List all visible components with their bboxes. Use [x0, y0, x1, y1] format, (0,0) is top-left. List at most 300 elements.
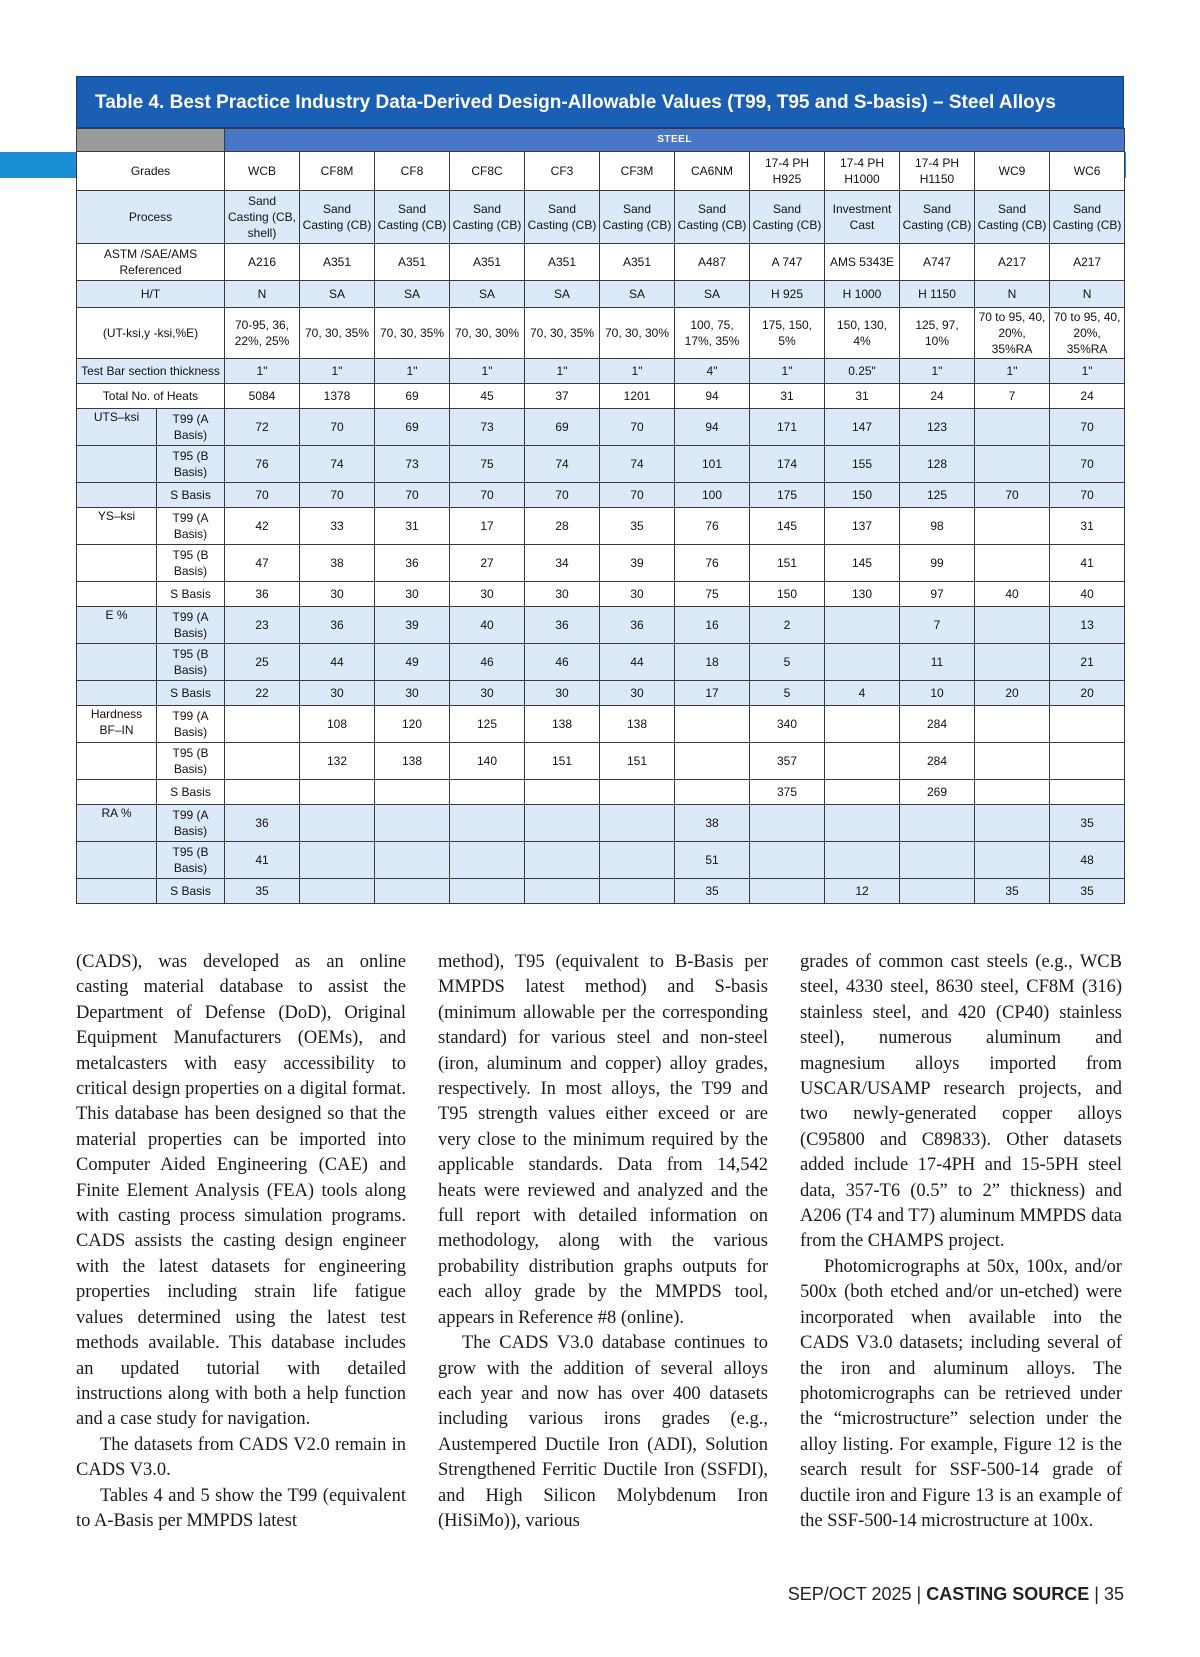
table-cell: 70: [600, 483, 675, 508]
table-cell: [450, 805, 525, 842]
table-cell: 73: [450, 409, 525, 446]
table-cell: Sand Casting (CB): [450, 191, 525, 244]
table-row: [77, 409, 1125, 446]
table-cell: SA: [375, 281, 450, 308]
table-cell: 69: [525, 409, 600, 446]
table-cell: [300, 842, 375, 879]
table-cell: CF8C: [450, 152, 525, 191]
table-cell: 39: [375, 607, 450, 644]
table-cell: [825, 607, 900, 644]
table-cell: S Basis: [157, 879, 225, 904]
table-cell: [525, 780, 600, 805]
paragraph: method), T95 (equivalent to B-Basis per MMPDS latest method) and S-basis (minimum allowable per the corresponding standard) for various steel and non-steel (iron, aluminum and copper) alloy grades, respectively. In most alloys, the T99 and T95 strength values either exceed or are very close to the minimum required by the applicable standards. Data from 14,542 heats were reviewed and analyzed and the full report with detailed information on methodology, along with the various probability distribution graphs outputs for each alloy grade by the MMPDS tool, appears in Reference #8 (online).: [438, 952, 768, 1328]
table-cell: 2: [750, 607, 825, 644]
table-cell: 70: [375, 483, 450, 508]
table-cell: 44: [600, 644, 675, 681]
table-cell: AMS 5343E: [825, 244, 900, 281]
table-cell: 70: [225, 483, 300, 508]
table-cell: 30: [450, 582, 525, 607]
table-cell: [375, 842, 450, 879]
text-column-1: [76, 950, 406, 1534]
table-cell: A747: [900, 244, 975, 281]
table-cell: 18: [675, 644, 750, 681]
table-cell: 51: [675, 842, 750, 879]
table-cell: 73: [375, 446, 450, 483]
table-cell: [975, 743, 1050, 780]
table-cell: 125, 97, 10%: [900, 308, 975, 359]
table-cell: S Basis: [157, 780, 225, 805]
text-column-3: [800, 950, 1122, 1534]
steel-alloys-table: [76, 128, 1125, 904]
table-cell: [900, 805, 975, 842]
table-cell: [900, 842, 975, 879]
table-cell: [450, 780, 525, 805]
table-cell: A351: [300, 244, 375, 281]
paragraph: Tables 4 and 5 show the T99 (equivalent to A-Basis per MMPDS latest: [76, 1485, 406, 1531]
table-cell: SA: [450, 281, 525, 308]
table-cell: Sand Casting (CB): [750, 191, 825, 244]
table-cell: 36: [300, 607, 375, 644]
table-cell: 35: [975, 879, 1050, 904]
table-cell: 72: [225, 409, 300, 446]
table-cell: 42: [225, 508, 300, 545]
table-cell: 174: [750, 446, 825, 483]
row-label-cell: [77, 483, 157, 508]
table-cell: A351: [600, 244, 675, 281]
table-cell: 70, 30, 35%: [300, 308, 375, 359]
table-cell: [450, 842, 525, 879]
table-cell: 76: [675, 508, 750, 545]
table-4: [76, 76, 1124, 904]
table-cell: [300, 780, 375, 805]
table-cell: 150: [750, 582, 825, 607]
table-row: [77, 152, 1125, 191]
table-cell: 132: [300, 743, 375, 780]
table-cell: 38: [675, 805, 750, 842]
table-cell: [225, 743, 300, 780]
table-cell: [825, 644, 900, 681]
table-cell: 70, 30, 30%: [600, 308, 675, 359]
table-cell: 30: [300, 582, 375, 607]
table-cell: [600, 842, 675, 879]
table-cell: 24: [1050, 384, 1125, 409]
table-cell: 70: [600, 409, 675, 446]
table-cell: Sand Casting (CB): [300, 191, 375, 244]
table-cell: [975, 780, 1050, 805]
table-cell: 120: [375, 706, 450, 743]
table-cell: A351: [375, 244, 450, 281]
table-cell: [975, 706, 1050, 743]
table-cell: [975, 508, 1050, 545]
table-cell: 1": [300, 359, 375, 384]
table-cell: 1": [525, 359, 600, 384]
table-cell: 125: [450, 706, 525, 743]
table-cell: 1": [225, 359, 300, 384]
table-cell: Sand Casting (CB): [525, 191, 600, 244]
table-cell: 30: [525, 681, 600, 706]
text-column-2: [438, 950, 768, 1534]
table-cell: 138: [525, 706, 600, 743]
table-cell: [1050, 706, 1125, 743]
table-cell: CF3: [525, 152, 600, 191]
table-cell: [525, 842, 600, 879]
table-cell: Sand Casting (CB): [900, 191, 975, 244]
table-cell: CF8M: [300, 152, 375, 191]
steel-group-label: STEEL: [225, 129, 1125, 152]
table-cell: [825, 842, 900, 879]
table-cell: T95 (B Basis): [157, 446, 225, 483]
table-cell: 175: [750, 483, 825, 508]
table-cell: 30: [450, 681, 525, 706]
table-cell: 1": [375, 359, 450, 384]
table-cell: 17: [675, 681, 750, 706]
table-cell: 36: [375, 545, 450, 582]
paragraph: The CADS V3.0 database continues to grow with the addition of several alloys each year and now has over 400 datasets including various irons grades (e.g., Austempered Ductile Iron (ADI), Solution Strengthened Ferritic Ductile Iron (SSFDI), and High Silicon Molybdenum Iron (HiSiMo)), various: [438, 1333, 768, 1531]
table-cell: 175, 150, 5%: [750, 308, 825, 359]
table-cell: 47: [225, 545, 300, 582]
table-cell: [1050, 780, 1125, 805]
table-row: [77, 681, 1125, 706]
table-cell: [525, 805, 600, 842]
row-label-cell: [77, 644, 157, 681]
table-row: [77, 308, 1125, 359]
table-cell: 33: [300, 508, 375, 545]
table-cell: 4": [675, 359, 750, 384]
table-cell: A487: [675, 244, 750, 281]
table-cell: SA: [525, 281, 600, 308]
table-cell: 101: [675, 446, 750, 483]
table-cell: 138: [600, 706, 675, 743]
table-cell: [975, 607, 1050, 644]
table-cell: Sand Casting (CB): [675, 191, 750, 244]
table-cell: 70: [975, 483, 1050, 508]
page-footer: [788, 1584, 1124, 1605]
table-cell: H 1150: [900, 281, 975, 308]
table-row: [77, 743, 1125, 780]
table-cell: 130: [825, 582, 900, 607]
table-cell: 1": [450, 359, 525, 384]
table-cell: [975, 545, 1050, 582]
table-cell: 4: [825, 681, 900, 706]
table-cell: [975, 409, 1050, 446]
table-cell: 36: [600, 607, 675, 644]
table-cell: 44: [300, 644, 375, 681]
table-cell: 69: [375, 409, 450, 446]
table-cell: 30: [300, 681, 375, 706]
table-cell: [675, 706, 750, 743]
table-row: [77, 384, 1125, 409]
table-cell: 12: [825, 879, 900, 904]
table-row: [77, 706, 1125, 743]
table-cell: 284: [900, 706, 975, 743]
table-cell: A217: [1050, 244, 1125, 281]
table-cell: WC6: [1050, 152, 1125, 191]
row-label-cell: [77, 743, 157, 780]
table-cell: [600, 780, 675, 805]
row-label-cell: Total No. of Heats: [77, 384, 225, 409]
row-label-cell: [77, 582, 157, 607]
issue-date: SEP/OCT 2025: [787, 1584, 912, 1604]
table-cell: A 747: [750, 244, 825, 281]
table-cell: 151: [600, 743, 675, 780]
table-title: Table 4. Best Practice Industry Data-Derived Design-Allowable Values (T99, T95 and S-basis) – Steel Alloys: [76, 76, 1124, 128]
table-cell: H 1000: [825, 281, 900, 308]
table-cell: [525, 879, 600, 904]
table-cell: 5: [750, 681, 825, 706]
table-cell: [675, 780, 750, 805]
table-cell: 70: [1050, 409, 1125, 446]
table-cell: 7: [975, 384, 1050, 409]
table-cell: N: [975, 281, 1050, 308]
table-cell: [600, 805, 675, 842]
table-cell: 31: [825, 384, 900, 409]
table-cell: 76: [225, 446, 300, 483]
table-cell: [600, 879, 675, 904]
table-cell: T95 (B Basis): [157, 545, 225, 582]
table-cell: 35: [675, 879, 750, 904]
table-cell: 284: [900, 743, 975, 780]
table-cell: 28: [525, 508, 600, 545]
table-cell: 137: [825, 508, 900, 545]
table-cell: 108: [300, 706, 375, 743]
table-cell: 76: [675, 545, 750, 582]
table-row: [77, 483, 1125, 508]
row-label-cell: Grades: [77, 152, 225, 191]
table-cell: SA: [300, 281, 375, 308]
table-row: [77, 842, 1125, 879]
table-cell: 340: [750, 706, 825, 743]
table-cell: [975, 842, 1050, 879]
table-cell: 7: [900, 607, 975, 644]
table-cell: 150, 130, 4%: [825, 308, 900, 359]
table-cell: 46: [525, 644, 600, 681]
table-cell: 35: [225, 879, 300, 904]
table-cell: 11: [900, 644, 975, 681]
table-cell: WCB: [225, 152, 300, 191]
paragraph: grades of common cast steels (e.g., WCB steel, 4330 steel, 8630 steel, CF8M (316) stainless steel, and 420 (CP40) stainless steel), numerous aluminum and magnesium alloys imported from USCAR/USAMP research projects, and two newly-generated copper alloys (C95800 and C89833). Other datasets added include 17-4PH and 15-5PH steel data, 357-T6 (0.5” to 2” thickness) and A206 (T4 and T7) aluminum MMPDS data from the CHAMPS project.: [800, 952, 1122, 1252]
table-cell: 34: [525, 545, 600, 582]
table-cell: 155: [825, 446, 900, 483]
table-cell: T95 (B Basis): [157, 644, 225, 681]
row-label-cell: YS–ksi: [77, 508, 157, 545]
table-cell: 98: [900, 508, 975, 545]
table-cell: 100: [675, 483, 750, 508]
table-cell: 99: [900, 545, 975, 582]
table-cell: 74: [300, 446, 375, 483]
row-label-cell: Process: [77, 191, 225, 244]
table-cell: 74: [600, 446, 675, 483]
table-cell: 1": [975, 359, 1050, 384]
table-row: [77, 607, 1125, 644]
table-cell: 357: [750, 743, 825, 780]
table-cell: 75: [450, 446, 525, 483]
table-cell: 1": [750, 359, 825, 384]
row-label-cell: [77, 879, 157, 904]
table-cell: 147: [825, 409, 900, 446]
table-cell: 70 to 95, 40, 20%, 35%RA: [975, 308, 1050, 359]
table-cell: 20: [1050, 681, 1125, 706]
table-cell: [675, 743, 750, 780]
table-cell: 128: [900, 446, 975, 483]
table-cell: 36: [525, 607, 600, 644]
table-cell: [750, 879, 825, 904]
table-cell: 17-4 PH H925: [750, 152, 825, 191]
table-cell: 31: [750, 384, 825, 409]
footer-separator: |: [916, 1584, 922, 1604]
table-cell: S Basis: [157, 681, 225, 706]
row-label-cell: [77, 780, 157, 805]
page-number: 35: [1103, 1584, 1124, 1604]
table-cell: 17-4 PH H1000: [825, 152, 900, 191]
table-row: [77, 879, 1125, 904]
table-cell: 375: [750, 780, 825, 805]
table-cell: 35: [1050, 879, 1125, 904]
table-cell: 30: [375, 582, 450, 607]
table-cell: Sand Casting (CB): [600, 191, 675, 244]
table-cell: 38: [300, 545, 375, 582]
table-cell: Sand Casting (CB, shell): [225, 191, 300, 244]
table-cell: T95 (B Basis): [157, 743, 225, 780]
table-cell: 1": [1050, 359, 1125, 384]
table-cell: 70, 30, 35%: [375, 308, 450, 359]
row-label-cell: UTS–ksi: [77, 409, 157, 446]
table-cell: 41: [225, 842, 300, 879]
table-cell: [300, 879, 375, 904]
table-cell: 145: [825, 545, 900, 582]
table-cell: N: [1050, 281, 1125, 308]
table-cell: 39: [600, 545, 675, 582]
table-cell: [975, 644, 1050, 681]
table-cell: T95 (B Basis): [157, 842, 225, 879]
row-label-cell: Hardness BF–IN: [77, 706, 157, 743]
table-cell: [450, 879, 525, 904]
table-cell: [975, 446, 1050, 483]
table-cell: A351: [525, 244, 600, 281]
table-cell: 171: [750, 409, 825, 446]
table-row: [77, 508, 1125, 545]
table-cell: [825, 780, 900, 805]
table-cell: [1050, 743, 1125, 780]
table-cell: 94: [675, 409, 750, 446]
table-cell: [225, 780, 300, 805]
header-blank-cell: [77, 129, 225, 152]
table-cell: Sand Casting (CB): [975, 191, 1050, 244]
table-cell: 70: [1050, 446, 1125, 483]
table-cell: [825, 805, 900, 842]
table-cell: T99 (A Basis): [157, 508, 225, 545]
table-cell: T99 (A Basis): [157, 706, 225, 743]
table-cell: N: [225, 281, 300, 308]
table-cell: 40: [450, 607, 525, 644]
table-cell: CF8: [375, 152, 450, 191]
row-label-cell: [77, 681, 157, 706]
table-cell: 125: [900, 483, 975, 508]
table-cell: 30: [375, 681, 450, 706]
table-cell: H 925: [750, 281, 825, 308]
table-cell: 20: [975, 681, 1050, 706]
table-cell: 70 to 95, 40, 20%, 35%RA: [1050, 308, 1125, 359]
table-cell: T99 (A Basis): [157, 607, 225, 644]
table-cell: 17-4 PH H1150: [900, 152, 975, 191]
table-cell: A216: [225, 244, 300, 281]
section-tab-marker: [0, 152, 80, 178]
row-label-cell: [77, 842, 157, 879]
table-cell: 123: [900, 409, 975, 446]
table-cell: 25: [225, 644, 300, 681]
table-cell: 269: [900, 780, 975, 805]
table-cell: Sand Casting (CB): [1050, 191, 1125, 244]
table-cell: 70: [525, 483, 600, 508]
table-cell: [225, 706, 300, 743]
table-cell: 13: [1050, 607, 1125, 644]
table-cell: 31: [375, 508, 450, 545]
table-row: [77, 780, 1125, 805]
table-row: [77, 545, 1125, 582]
table-cell: 36: [225, 805, 300, 842]
paragraph: (CADS), was developed as an online casting material database to assist the Department of Defense (DoD), Original Equipment Manufacturers (OEMs), and metalcasters with easy accessibility to critical design properties on a digital format. This database has been designed so that the material properties can be imported into Computer Aided Engineering (CAE) and Finite Element Analysis (FEA) tools along with casting process simulation programs. CADS assists the casting design engineer with the latest datasets for engineering properties including strain life fatigue values determined using the latest test methods available. This database includes an updated tutorial with detailed instructions along with both a help function and a case study for navigation.: [76, 952, 406, 1430]
table-cell: A217: [975, 244, 1050, 281]
table-cell: 17: [450, 508, 525, 545]
table-cell: [825, 706, 900, 743]
table-cell: S Basis: [157, 582, 225, 607]
table-cell: 36: [225, 582, 300, 607]
magazine-name: CASTING SOURCE: [926, 1584, 1090, 1604]
table-cell: 150: [825, 483, 900, 508]
table-cell: CA6NM: [675, 152, 750, 191]
table-cell: 41: [1050, 545, 1125, 582]
table-cell: SA: [675, 281, 750, 308]
table-cell: 140: [450, 743, 525, 780]
table-cell: 21: [1050, 644, 1125, 681]
table-cell: [375, 780, 450, 805]
paragraph: Photomicrographs at 50x, 100x, and/or 500x (both etched and/or un-etched) were incorporated when available into the CADS V3.0 datasets; including several of the iron and aluminum alloys. The photomicrographs can be retrieved under the “microstructure” selection under the alloy listing. For example, Figure 12 is the search result for SSF-500-14 grade of ductile iron and Figure 13 is an example of the SSF-500-14 microstructure at 100x.: [800, 1256, 1122, 1531]
table-cell: 48: [1050, 842, 1125, 879]
table-cell: 30: [600, 681, 675, 706]
table-row: [77, 446, 1125, 483]
table-row: [77, 359, 1125, 384]
table-cell: [375, 879, 450, 904]
row-label-cell: Test Bar section thickness: [77, 359, 225, 384]
table-cell: 1201: [600, 384, 675, 409]
table-cell: 97: [900, 582, 975, 607]
table-cell: 40: [975, 582, 1050, 607]
table-cell: 5084: [225, 384, 300, 409]
row-label-cell: (UT-ksi,y -ksi,%E): [77, 308, 225, 359]
row-label-cell: [77, 545, 157, 582]
row-label-cell: [77, 446, 157, 483]
table-cell: 5: [750, 644, 825, 681]
table-cell: 75: [675, 582, 750, 607]
table-cell: 16: [675, 607, 750, 644]
table-cell: 30: [525, 582, 600, 607]
table-cell: S Basis: [157, 483, 225, 508]
table-cell: CF3M: [600, 152, 675, 191]
footer-separator: |: [1094, 1584, 1099, 1604]
row-label-cell: RA %: [77, 805, 157, 842]
table-cell: 27: [450, 545, 525, 582]
table-cell: 35: [1050, 805, 1125, 842]
table-cell: [825, 743, 900, 780]
table-row: [77, 191, 1125, 244]
table-cell: 100, 75, 17%, 35%: [675, 308, 750, 359]
table-cell: 151: [750, 545, 825, 582]
row-label-cell: ASTM /SAE/AMS Referenced: [77, 244, 225, 281]
table-cell: [900, 879, 975, 904]
table-cell: [975, 805, 1050, 842]
table-cell: 1": [600, 359, 675, 384]
table-cell: Sand Casting (CB): [375, 191, 450, 244]
table-cell: 37: [525, 384, 600, 409]
